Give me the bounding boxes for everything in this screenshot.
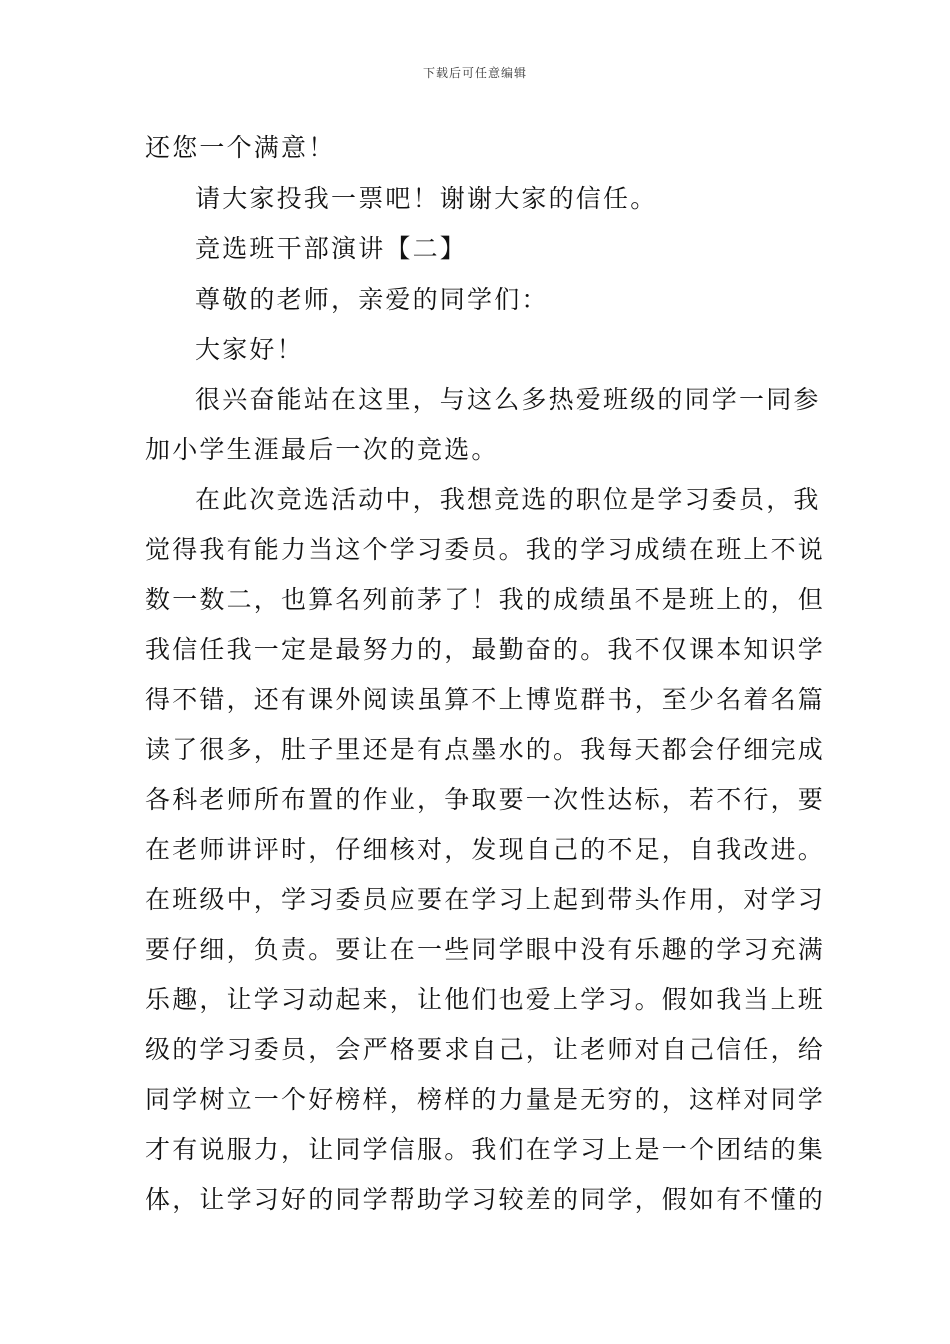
section-heading: 竞选班干部演讲【二】 — [195, 234, 468, 263]
paragraph-2-line-2: 觉得我有能力当这个学习委员。我的学习成绩在班上不说 — [145, 535, 826, 564]
text-line-1: 还您一个满意！ — [145, 133, 336, 162]
paragraph-2-line-7: 各科老师所布置的作业，争取要一次性达标，若不行，要 — [145, 785, 826, 814]
paragraph-2-line-5: 得不错，还有课外阅读虽算不上博览群书，至少名着名篇 — [145, 685, 826, 714]
paragraph-1-line-1: 很兴奋能站在这里，与这么多热爱班级的同学一同参 — [195, 385, 821, 414]
paragraph-2-line-1: 在此次竞选活动中，我想竞选的职位是学习委员，我 — [195, 485, 821, 514]
page-header: 下载后可任意编辑 — [422, 66, 527, 80]
salutation: 尊敬的老师，亲爱的同学们： — [195, 285, 549, 314]
paragraph-2-line-9: 在班级中，学习委员应要在学习上起到带头作用，对学习 — [145, 885, 826, 914]
greeting: 大家好！ — [195, 335, 304, 364]
paragraph-1-line-2: 加小学生涯最后一次的竞选。 — [145, 435, 499, 464]
paragraph-2-line-14: 才有说服力，让同学信服。我们在学习上是一个团结的集 — [145, 1135, 826, 1164]
paragraph-2-line-4: 我信任我一定是最努力的，最勤奋的。我不仅课本知识学 — [145, 635, 826, 664]
paragraph-2-line-8: 在老师讲评时，仔细核对，发现自己的不足，自我改进。 — [145, 835, 826, 864]
paragraph-2-line-6: 读了很多，肚子里还是有点墨水的。我每天都会仔细完成 — [145, 735, 826, 764]
paragraph-2-line-11: 乐趣，让学习动起来，让他们也爱上学习。假如我当上班 — [145, 985, 826, 1014]
paragraph-2-line-3: 数一数二，也算名列前茅了！我的成绩虽不是班上的，但 — [145, 585, 826, 614]
text-line-2: 请大家投我一票吧！谢谢大家的信任。 — [195, 184, 658, 213]
paragraph-2-line-12: 级的学习委员，会严格要求自己，让老师对自己信任，给 — [145, 1035, 826, 1064]
paragraph-2-line-15: 体，让学习好的同学帮助学习较差的同学，假如有不懂的 — [145, 1185, 826, 1214]
paragraph-2-line-13: 同学树立一个好榜样，榜样的力量是无穷的，这样对同学 — [145, 1085, 826, 1114]
paragraph-2-line-10: 要仔细，负责。要让在一些同学眼中没有乐趣的学习充满 — [145, 935, 826, 964]
